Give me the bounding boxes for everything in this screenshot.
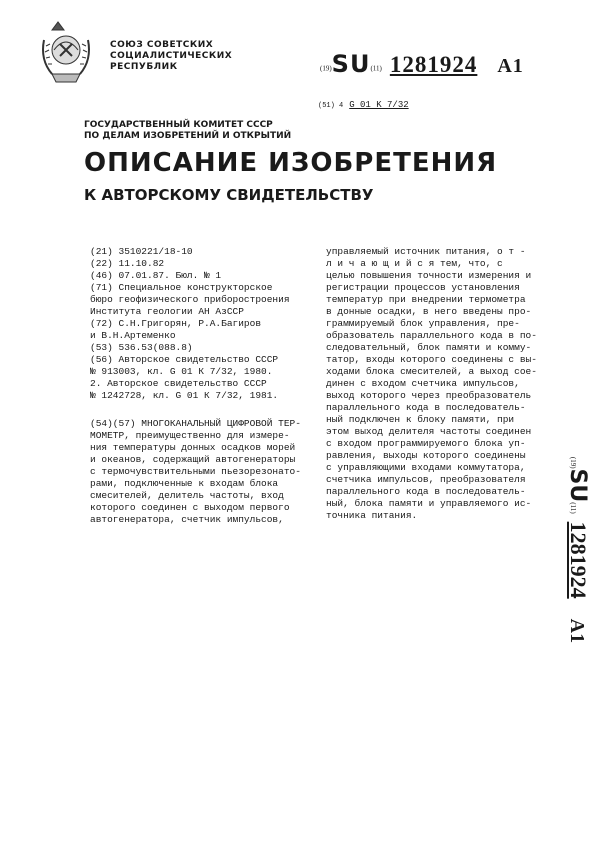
bibliographic-data: [90, 246, 312, 402]
abstract-line: и океанов, содержащий автогенераторы: [90, 454, 296, 465]
abstract-line: смесителей, делитель частоты, вход: [90, 490, 284, 501]
abstract-line: следовательный, блок памяти и комму-: [326, 342, 532, 353]
biblio-line: (71) Специальное конструкторское: [90, 282, 273, 293]
abstract-line: целью повышения точности измерения и: [326, 270, 532, 281]
abstract-line: в донные осадки, в него введены про-: [326, 306, 532, 317]
abstract-line: равления, выходы которого соединены: [326, 450, 526, 461]
country-code: SU: [331, 50, 371, 78]
biblio-line: (22) 11.10.82: [90, 258, 165, 269]
biblio-line: (53) 536.53(088.8): [90, 342, 193, 353]
abstract-line: МОМЕТР, преимущественно для измере-: [90, 430, 290, 441]
spine-publication-number-value: 1281924: [566, 521, 591, 599]
abstract-line: с входом программируемого блока уп-: [326, 438, 526, 449]
ipc-value: G 01 K 7/32: [349, 100, 409, 110]
biblio-line: № 913003, кл. G 01 К 7/32, 1980.: [90, 366, 273, 377]
ussr-emblem-icon: [38, 20, 94, 84]
abstract-line: регистрации процессов установления: [326, 282, 520, 293]
abstract-line: параллельного кода в последователь-: [326, 402, 526, 413]
document-kind: A1: [497, 55, 524, 77]
publication-number: 1281924: [389, 52, 478, 77]
number-code-label: (11): [370, 64, 382, 73]
union-line: СОЦИАЛИСТИЧЕСКИХ: [110, 51, 233, 61]
union-name: [110, 40, 232, 73]
biblio-line: (56) Авторское свидетельство СССР: [90, 354, 279, 365]
biblio-line: и В.Н.Артеменко: [90, 330, 176, 341]
abstract-line: рами, подключенные к входам блока: [90, 478, 279, 489]
state-committee-line: ПО ДЕЛАМ ИЗОБРЕТЕНИЙ И ОТКРЫТИЙ: [84, 131, 292, 141]
spine-text: [565, 457, 591, 643]
abstract-line: с управляющими входами коммутатора,: [326, 462, 526, 473]
state-committee-line: ГОСУДАРСТВЕННЫЙ КОМИТЕТ СССР: [84, 120, 273, 130]
ipc-classification: [318, 100, 409, 110]
ipc-code-label: (51) 4: [318, 102, 344, 110]
spine-country-code: SU: [565, 468, 590, 503]
abstract-line: с термочувствительными пьезорезонато-: [90, 466, 301, 477]
abstract-line: динен с входом счетчика импульсов,: [326, 378, 520, 389]
abstract-line: (54)(57) МНОГОКАНАЛЬНЫЙ ЦИФРОВОЙ ТЕР-: [90, 418, 301, 429]
biblio-line: № 1242728, кл. G 01 К 7/32, 1981.: [90, 390, 279, 401]
abstract-line: параллельного кода в последователь-: [326, 486, 526, 497]
abstract-line: счетчика импульсов, преобразователя: [326, 474, 526, 485]
abstract-line: этом выход делителя частоты соединен: [326, 426, 532, 437]
union-line: СОЮЗ СОВЕТСКИХ: [110, 40, 214, 50]
abstract-line: которого соединен с выходом первого: [90, 502, 290, 513]
abstract-line: л и ч а ю щ и й с я тем, что, с: [326, 258, 503, 269]
abstract-line: температур при внедрении термометра: [326, 294, 526, 305]
document-subtitle: К АВТОРСКОМУ СВИДЕТЕЛЬСТВУ: [84, 186, 374, 204]
biblio-line: 2. Авторское свидетельство СССР: [90, 378, 267, 389]
biblio-line: (72) С.Н.Григорян, Р.А.Багиров: [90, 318, 262, 329]
biblio-line: бюро геофизического приборостроения: [90, 294, 290, 305]
publication-number-header: [320, 50, 524, 78]
biblio-line: Института геологии АН АзССР: [90, 306, 244, 317]
spine-document-kind: A1: [566, 618, 588, 644]
abstract-line: ный подключен к блоку памяти, при: [326, 414, 515, 425]
abstract-line: татор, входы которого соединены с вы-: [326, 354, 537, 365]
abstract-line: выход которого через преобразователь: [326, 390, 532, 401]
document-title: ОПИСАНИЕ ИЗОБРЕТЕНИЯ: [84, 148, 498, 178]
abstract-line: граммируемый блок управления, пре-: [326, 318, 520, 329]
spine-publication-number: [548, 420, 608, 680]
spine-country-code-label: (19): [569, 456, 577, 469]
biblio-line: (21) 3510221/18-10: [90, 246, 193, 257]
biblio-line: (46) 07.01.87. Бюл. № 1: [90, 270, 222, 281]
state-committee: [84, 120, 291, 142]
abstract-left: [90, 418, 316, 526]
abstract-line: автогенератора, счетчик импульсов,: [90, 514, 284, 525]
abstract-line: ный, блока памяти и управляемого ис-: [326, 498, 532, 509]
abstract-right: [326, 246, 548, 522]
country-code-label: (19): [320, 64, 332, 73]
abstract-line: ходами блока смесителей, а выход сое-: [326, 366, 537, 377]
union-line: РЕСПУБЛИК: [110, 62, 178, 72]
spine-number-code-label: (11): [569, 502, 577, 514]
abstract-line: точника питания.: [326, 510, 418, 521]
abstract-line: образователь параллельного кода в по-: [326, 330, 537, 341]
abstract-line: управляемый источник питания, о т -: [326, 246, 526, 257]
abstract-line: ния температуры донных осадков морей: [90, 442, 296, 453]
